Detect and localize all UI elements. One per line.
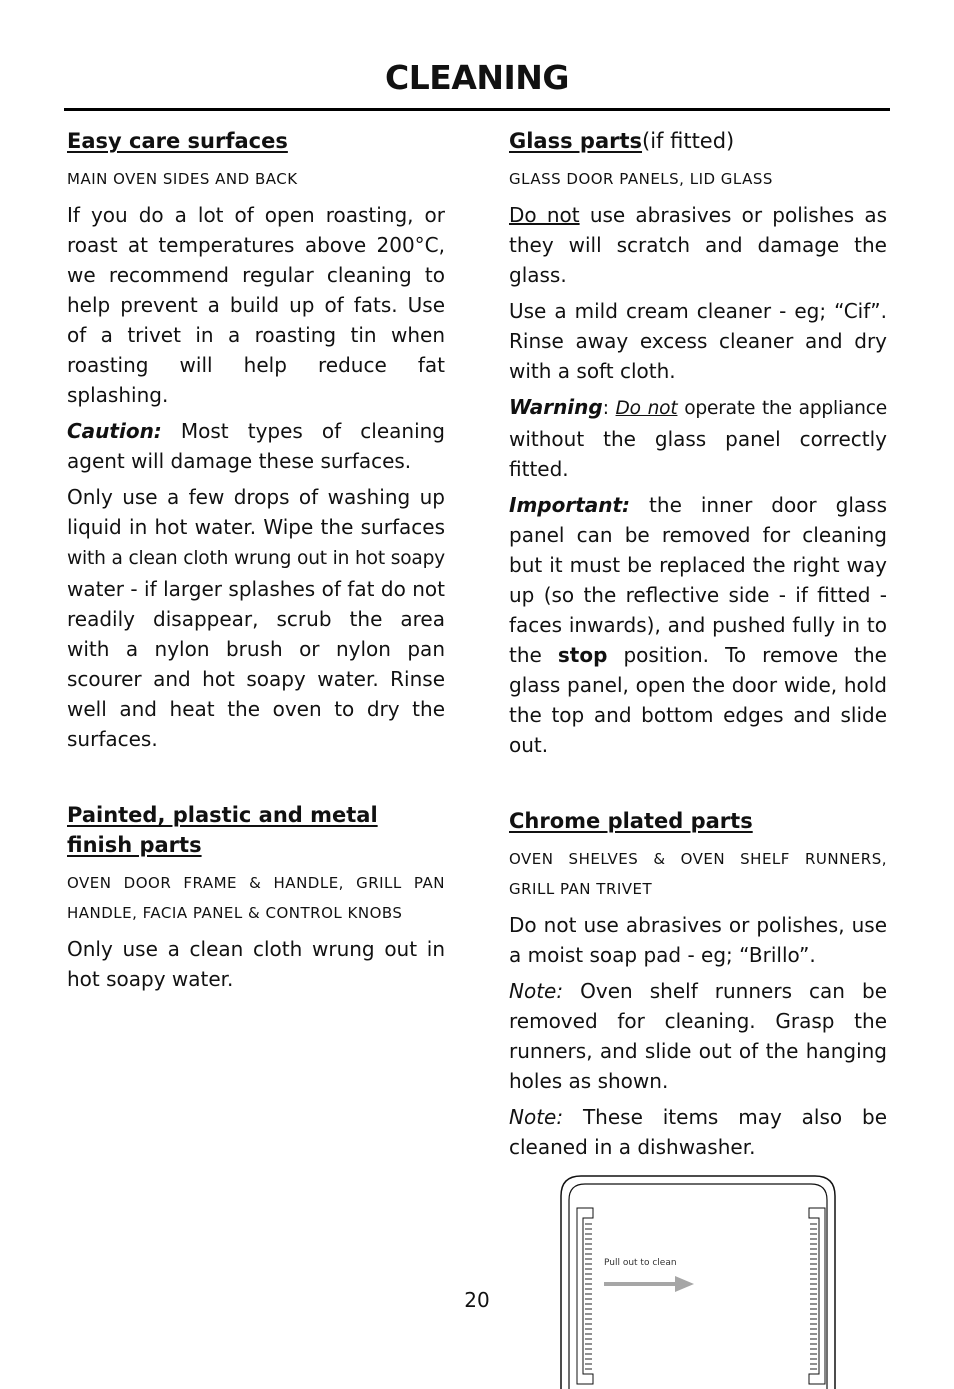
warning-text-a: operate the appliance [677,398,887,419]
note-1-label: Note: [509,979,564,1003]
glass-paragraph-2: Use a mild cream cleaner - eg; “Cif”. Rinse away excess cleaner and dry with a soft cloth. [509,299,887,383]
note-1-text: Oven shelf runners can be removed for cleaning. Grasp the runners, and slide out of the hanging holes as shown. [509,979,887,1093]
warning-label: Warning [509,395,603,419]
page-number: 20 [464,1288,490,1312]
painted-heading: Painted, plastic and metal finish parts [67,803,378,857]
glass-heading-aside: (if fitted) [642,129,735,153]
glass-important [509,490,887,760]
note-2-label: Note: [509,1105,564,1129]
glass-paragraph-1 [509,200,887,290]
p3-part-c: water - if larger splashes of fat do not readily disappear, scrub the area with a nylon brush or nylon pan scourer and hot soapy water. Rinse well and heat the oven to dry the surfaces. [67,577,445,751]
painted-paragraph-1: Only use a clean cloth wrung out in hot soapy water. [67,937,445,991]
easy-care-subheading: MAIN OVEN SIDES AND BACK [67,170,298,188]
important-stop: stop [557,643,608,667]
glass-warning [509,392,887,484]
right-column [509,126,887,1389]
glass-heading [509,126,887,156]
caution-label: Caution: [67,419,162,443]
glass-subheading: GLASS DOOR PANELS, LID GLASS [509,170,773,188]
important-text-a: the inner door glass panel can be removed for cleaning but it must be replaced the right way up (so the reflective side - if fitted - faces inwards), and pushed fully in to the [509,493,887,667]
easy-care-paragraph-3 [67,482,445,754]
glass-heading-text: Glass parts [509,129,643,153]
oven-cavity-drawing [559,1174,859,1389]
easy-care-caution [67,416,445,476]
p3-part-b: with a clean cloth wrung out in hot soapy [67,548,445,569]
chrome-note-1 [509,976,887,1096]
glass-p1-text: use abrasives or polishes as they will scratch and damage the glass. [509,203,888,287]
page-title: CLEANING [385,58,569,97]
warning-do-not: Do not [615,398,678,419]
title-divider [64,108,890,111]
caution-text: Most types of cleaning agent will damage these surfaces. [67,419,445,473]
warning-text-b: without the glass panel correctly fitted. [509,427,887,481]
easy-care-heading: Easy care surfaces [67,129,288,153]
painted-subheading: OVEN DOOR FRAME & HANDLE, GRILL PAN HANDLE, FACIA PANEL & CONTROL KNOBS [67,874,445,922]
chrome-note-2 [509,1102,887,1162]
chrome-paragraph-1: Do not use abrasives or polishes, use a moist soap pad - eg; “Brillo”. [509,913,887,967]
important-text-b: position. To remove the glass panel, open the door wide, hold the top and bottom edges and slide out. [509,643,887,757]
important-label: Important: [509,493,631,517]
left-column [67,126,445,1000]
warning-colon: : [602,398,616,419]
easy-care-paragraph-1: If you do a lot of open roasting, or roast at temperatures above 200°C, we recommend regular cleaning to help prevent a build up of fats. Use of a trivet in a roasting tin when roasting will help reduce fat splashing. [67,203,445,407]
shelf-runner-illustration [559,1174,859,1389]
chrome-subheading: OVEN SHELVES & OVEN SHELF RUNNERS, GRILL PAN TRIVET [509,850,887,898]
do-not-underlined: Do not [509,203,580,227]
p3-part-a: Only use a few drops of washing up liquid in hot water. Wipe the surfaces [67,485,445,539]
pull-out-label: Pull out to clean [604,1258,677,1268]
note-2-text: These items may also be cleaned in a dishwasher. [509,1105,887,1159]
chrome-heading: Chrome plated parts [509,809,753,833]
